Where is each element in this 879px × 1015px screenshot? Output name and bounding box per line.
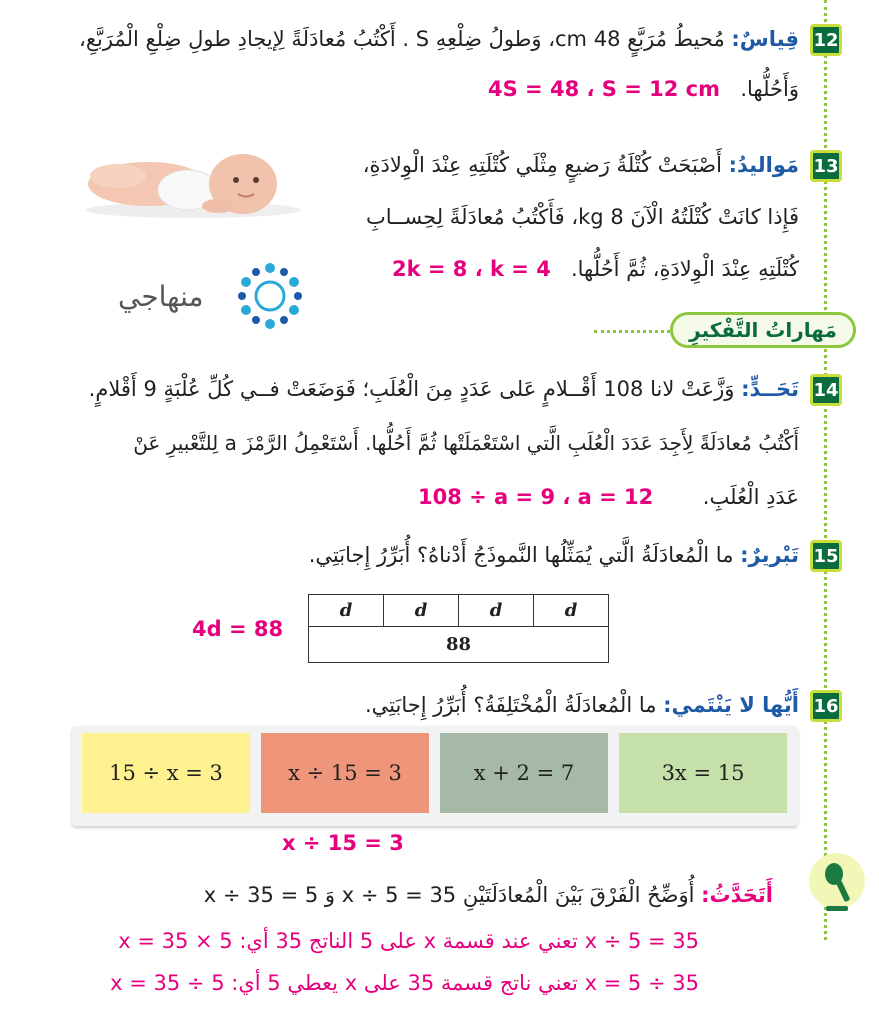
q12-answer: 4S = 48 ، S = 12 cm	[488, 77, 720, 101]
q14-line-3	[703, 482, 799, 512]
q13-line-1	[363, 150, 799, 180]
question-number-badge: 13	[810, 150, 842, 182]
talk-line	[204, 880, 773, 910]
q15-text: ما الْمُعادَلَةُ الَّتي يُمَثِّلُها النَّموذَجُ أَدْناهُ؟ أُبَرِّرُ إِجابَتِي.	[308, 543, 741, 567]
q12-text-1: مُحيطُ مُرَبَّعٍ 48 cm، وَطولُ ضِلْعِهِ S . أَكْتُبُ مُعادَلَةً لِإيجادِ طولِ ضِلْعِ الْمُرَبَّعِ،	[79, 27, 732, 51]
q16-answer: x ÷ 15 = 3	[282, 831, 404, 855]
q12-text-2: وَأَحُلُّها.	[740, 77, 799, 101]
equation-card: x + 2 = 7	[440, 733, 608, 813]
q13-answer: 2k = 8 ، k = 4	[392, 257, 551, 281]
q14-text-1: وَزَّعَتْ لانا 108 أَقْــلامٍ عَلى عَدَدٍ مِنَ الْعُلَبِ؛ فَوَضَعَتْ فــي كُلِّ عُلْبَةٍ 9 أَقْلامٍ.	[88, 377, 742, 401]
question-number-badge: 12	[810, 24, 842, 56]
manhaji-logo	[118, 256, 314, 336]
q15-answer: 4d = 88	[192, 617, 284, 641]
q13-text-1: أَصْبَحَتْ كُتْلَةُ رَضيعٍ مِثْلَي كُتْلَتِهِ عِنْدَ الْوِلادَةِ،	[362, 153, 729, 177]
model-cell-d: d	[309, 595, 384, 627]
q13-line-3	[571, 254, 799, 284]
q12-line-2	[740, 74, 799, 104]
header-dots	[594, 330, 670, 333]
question-number-badge: 15	[810, 540, 842, 572]
equation-card: x ÷ 15 = 3	[261, 733, 429, 813]
model-cell-d: d	[459, 595, 534, 627]
model-cell-d: d	[384, 595, 459, 627]
q13-text-3: كُتْلَتِهِ عِنْدَ الْوِلادَةِ، ثُمَّ أَحُلُّها.	[570, 257, 799, 281]
q16-line	[365, 690, 799, 720]
q13-keyword: مَواليدُ:	[728, 153, 799, 177]
q14-line-1	[89, 374, 799, 404]
q13-text-2: فَإِذا كانَتْ كُتْلَتُهُ الْآنَ 8 kg، فَأَكْتُبُ مُعادَلَةً لِحِســابِ	[365, 205, 799, 229]
question-number-badge: 16	[810, 690, 842, 722]
model-cell-d: d	[534, 595, 609, 627]
thinking-skills-header	[594, 310, 860, 352]
microphone-icon	[808, 852, 866, 922]
bar-model	[308, 594, 609, 663]
q14-text-3: عَدَدِ الْعُلَبِ.	[702, 485, 799, 509]
question-number-badge: 14	[810, 374, 842, 406]
q12-keyword: قِياسٌ:	[731, 27, 799, 51]
q14-text-2: أَكْتُبُ مُعادَلَةً لِأَجِدَ عَدَدَ الْعُلَبِ الَّتي اسْتَعْمَلَتْها ثُمَّ أَحُلُّها. أَسْتَعْمِلُ الرَّمْزَ a لِلتَّعْبيرِ عَنْ	[133, 431, 799, 455]
q16-text: ما الْمُعادَلَةُ الْمُخْتَلِفَةُ؟ أُبَرِّرُ إِجابَتِي.	[364, 693, 664, 717]
q14-answer: 108 ÷ a = 9 ، a = 12	[418, 485, 654, 509]
equation-card: 3x = 15	[619, 733, 787, 813]
talk-answer-1: x ÷ 5 = 35 تعني عند قسمة x على 5 الناتج 35 أي: x = 35 × 5	[118, 929, 699, 953]
logo-text: منهاجي	[118, 280, 204, 313]
talk-answer-2: 35 ÷ x = 5 تعني ناتج قسمة 35 على x يعطي 5 أي: x = 35 ÷ 5	[110, 971, 699, 995]
q14-keyword: تَحَــدٍّ:	[741, 377, 799, 401]
margin-dotted-line	[824, 0, 827, 940]
baby-image	[78, 144, 308, 222]
q12-line-1	[79, 24, 799, 54]
equation-card: 15 ÷ x = 3	[82, 733, 250, 813]
q14-line-2	[133, 428, 799, 458]
talk-text: أُوَضِّحُ الْفَرْقَ بَيْنَ الْمُعادَلَتَيْنِ 35 = 5 ÷ x وَ 5 = x ÷ 35	[203, 883, 702, 907]
logo-emblem	[230, 258, 310, 334]
q15-line	[309, 540, 799, 570]
skills-title: مَهاراتُ التَّفْكيرِ	[670, 312, 856, 348]
q13-line-2	[366, 202, 799, 232]
q16-keyword: أَيُّها لا يَنْتَمي:	[663, 693, 799, 717]
q15-keyword: تَبْريرٌ:	[740, 543, 799, 567]
model-total: 88	[309, 627, 609, 663]
talk-keyword: أَتَحَدَّثُ:	[701, 883, 773, 907]
